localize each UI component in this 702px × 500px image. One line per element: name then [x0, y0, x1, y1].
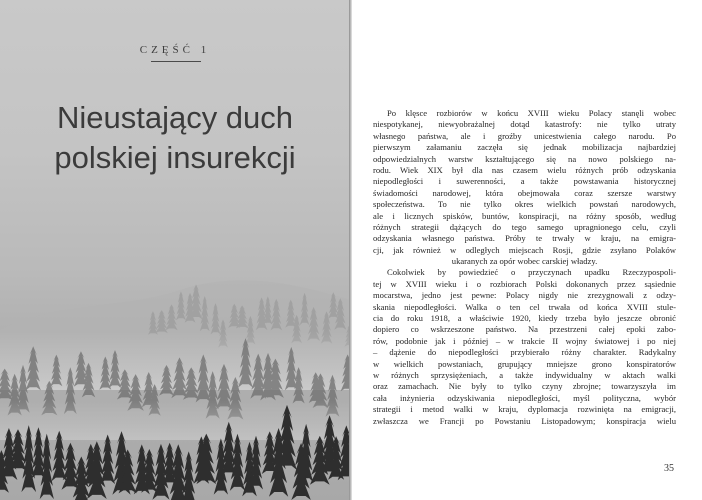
text-line: niespotykanej, niewyobrażalnej dotąd katastrofy: nie tylko utraty: [373, 119, 676, 130]
text-line: tej w XVIII wieku i o rozbiorach Polski dokonanych przez sąsiednie: [373, 278, 676, 289]
text-line: własnego państwa, ale i groźby unicestwienia całego narodu. Po: [373, 130, 676, 141]
text-line: Cokolwiek by powiedzieć o przyczynach upadku Rzeczypospoli-: [387, 267, 676, 278]
text-line: dopiero co wskrzeszone państwo. Na przestrzeni całej epoki zabo-: [373, 324, 676, 335]
text-line: odpowiedzialnych warstw kształtującego się na nowo polskiego na-: [373, 153, 676, 164]
text-line: rów, podobnie jak i później – w trakcie II wojny światowej i po niej: [373, 335, 676, 346]
text-line: cała inżynieria odzyskiwania niepodległości, myśl polityczna, wybór: [373, 392, 676, 403]
text-line: niepodległości i suwerenności, a także powstawania historycznej: [373, 176, 676, 187]
chapter-opener-page: [0, 0, 350, 500]
text-line: w różnych sprzysiężeniach, a także indywidualny w aktach walki: [373, 369, 676, 380]
text-line: Po klęsce rozbiorów w końcu XVIII wieku Polacy stanęli wobec: [387, 108, 676, 118]
text-line: odzyskania własnego państwa. Próby te trwały w kraju, na emigra-: [373, 233, 676, 244]
misty-forest-illustration: [0, 0, 350, 500]
part-label-underline: [151, 61, 201, 62]
text-line: zwłaszcza we Francji po Powstaniu Listopadowym; konspiracja wielu: [373, 415, 676, 426]
text-line: skania niepodległości. Walka o ten cel trwała od końca XVIII stule-: [373, 301, 676, 312]
text-line: mocarstwa, jedno jest pewne: Polacy nigdy nie zrezygnowali z odzy-: [373, 290, 676, 301]
text-line: społeczeństwa. To nie tylko okres wielkich powstań narodowych,: [373, 199, 676, 210]
page-number: 35: [664, 463, 674, 474]
text-line: – dążenie do niepodległości przybierało różny charakter. Radykalny: [373, 347, 676, 358]
chapter-title-line-2: polskiej insurekcji: [54, 140, 296, 175]
text-line: ale i licznych spisków, buntów, konspiracji, na różny sposób, według: [373, 210, 676, 221]
text-line: świadomości narodowej, która obejmowała coraz szersze warstwy: [373, 187, 676, 198]
text-line: rodu. Wiek XIX był dla nas czasem wielu różnych prób odzyskania: [373, 164, 676, 175]
text-line: cia do roku 1918, a właściwie 1920, kiedy trzeba było jeszcze obronić: [373, 313, 676, 324]
text-line: oraz zamachach. Nie były to tylko czyny zbrojne; towarzyszyła im: [373, 381, 676, 392]
text-line: pierwszym załamaniu zaczęła się jednak mobilizacja najbardziej: [373, 142, 676, 153]
chapter-title-line-1: Nieustający duch: [56, 100, 294, 135]
text-line: różnych strategii dążących do tego samego upragnionego celu, czyli: [373, 221, 676, 232]
text-line: w wielkich powstaniach, grupujący mniejsze grono konspiratorów: [373, 358, 676, 369]
body-text: [373, 108, 676, 427]
text-line: cji, jak również w odległych miejscach Rosji, gdzie zsyłano Polaków: [373, 244, 676, 255]
text-line: ukaranych za opór wobec carskiej władzy.: [451, 256, 598, 267]
text-line: strategii i metod walki w kraju, dyplomacja rozwinięta na emigracji,: [373, 404, 676, 415]
part-label: CZĘŚĆ 1: [139, 44, 211, 56]
chapter-title: [10, 98, 340, 178]
text-page: [352, 0, 702, 500]
